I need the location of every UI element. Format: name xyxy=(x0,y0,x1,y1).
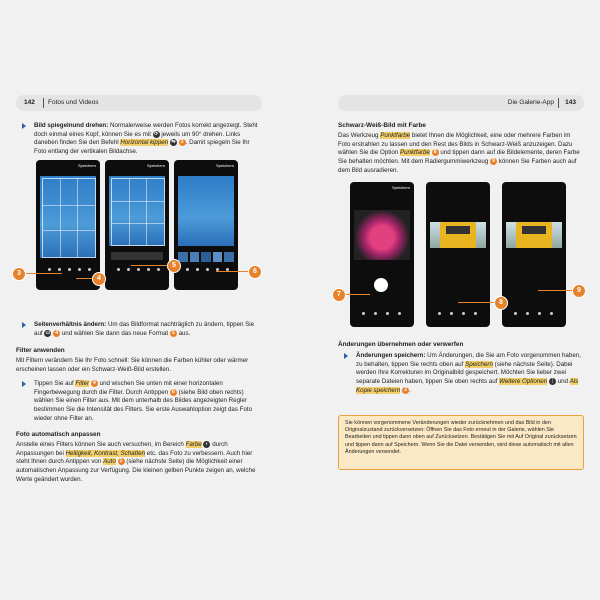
save-label: Speichern xyxy=(391,185,410,190)
section-heading: Filter anwenden xyxy=(16,347,65,354)
rotate-icon: ⟳ xyxy=(154,130,159,137)
bullet-lead: Bild spiegelnund drehen: xyxy=(34,122,109,129)
page-header xyxy=(338,95,584,111)
highlight-term: Weitere Optionen xyxy=(499,377,548,385)
callout-ref: 5 xyxy=(170,330,177,337)
crop-grid xyxy=(42,178,96,258)
highlight-term: Auto xyxy=(103,458,116,466)
highlight-term: Punktfarbe xyxy=(380,132,411,139)
bullet-text: Um Änderungen, die Sie am Foto vorgenommen haben, zu behalten, tippen Sie rechts oben auf xyxy=(356,352,581,368)
callout-ref: 2 xyxy=(402,387,409,394)
bullet-arrow-icon xyxy=(22,123,26,129)
header-title: Die Galerie-App xyxy=(507,99,554,106)
page-header xyxy=(16,95,262,111)
bullet-lead: Änderungen speichern: xyxy=(356,352,426,359)
paragraph-auto xyxy=(16,441,262,484)
header-divider xyxy=(558,98,559,108)
callout-7: 7 xyxy=(332,288,346,302)
section-heading: Schwarz-Weiß-Bild mit Farbe xyxy=(338,122,426,129)
save-label: Speichern xyxy=(146,163,165,168)
bullet-text: Tippen Sie auf xyxy=(34,380,74,388)
header-title: Fotos und Videos xyxy=(48,99,99,106)
highlight-term: Filter xyxy=(75,380,90,388)
bullet-text: und xyxy=(557,377,568,385)
diver-photo xyxy=(178,176,234,246)
bullet-text: aus. xyxy=(178,329,191,337)
highlight-term: Speichern xyxy=(465,360,493,368)
bullet-filter xyxy=(34,380,262,423)
header-divider xyxy=(43,98,44,108)
paragraph-text: Das Werkzeug xyxy=(338,132,379,139)
phone-screenshot-bus-color xyxy=(426,182,490,327)
page-number: 142 xyxy=(24,99,35,106)
callout-8: 8 xyxy=(494,296,508,310)
callout-ref: 4 xyxy=(53,330,60,337)
save-label: Speichern xyxy=(77,163,96,168)
bullet-text: . Damit spiegeln Sie Ihr Foto entlang der vertikalen Bildachse. xyxy=(34,139,250,156)
bullet-text: jeweils um 90° drehen. Links daneben finden Sie den Befehl xyxy=(34,130,241,147)
callout-ref: 8 xyxy=(432,149,439,156)
highlight-term: Als Kopie speichern xyxy=(356,377,579,394)
bullet-arrow-icon xyxy=(22,322,26,328)
callout-6: 6 xyxy=(248,265,262,279)
callout-ref: 3 xyxy=(179,139,186,146)
bullet-text: (siehe nächste Seite). Dabei werden Ihre Korrekturen im Originalbild gespeichert. Möchten Sie lieber zwei separate Dateien haben, tippen Sie oben rechts auf xyxy=(356,360,573,385)
callout-ref: 6 xyxy=(170,389,177,396)
bullet-arrow-icon xyxy=(22,381,26,387)
highlight-term: Punktfarbe xyxy=(399,149,430,157)
bullet-text: . xyxy=(409,386,411,394)
more-options-icon: ⋮ xyxy=(549,377,555,384)
phone-screenshot-rotate xyxy=(36,160,100,290)
aspect-icon: ▭ xyxy=(45,329,51,336)
bullet-save xyxy=(356,352,584,395)
highlight-term: Horizontal kippen xyxy=(120,139,169,147)
bullet-arrow-icon xyxy=(344,353,348,359)
callout-4: 4 xyxy=(92,272,106,286)
left-page xyxy=(16,95,262,535)
callout-ref: 4 xyxy=(91,380,98,387)
flower-photo xyxy=(354,210,410,260)
phone-screenshot-flower xyxy=(350,182,414,327)
paragraph-text: etc. das Foto zu verbessern. Auch hier steht Ihnen durch Antippen von xyxy=(16,449,253,466)
paragraph-text: bietet Ihnen die Möglichkeit, eine oder mehrere Farben im Foto erstrahlen zu lassen und den Rest des Bilds in Schwarz-Weiß anzuzeigen. Dazu wählen Sie die Option xyxy=(338,132,573,157)
section-heading: Änderungen übernehmen oder verwerfen xyxy=(338,341,464,348)
color-point-tool xyxy=(374,278,388,292)
paragraph-text: durch Anpassungen bei xyxy=(16,441,228,457)
highlight-term: Helligkeit, Kontrast, Schatten xyxy=(65,449,146,457)
page-number: 143 xyxy=(565,99,576,106)
bullet-aspect xyxy=(34,321,262,338)
callout-ref: 9 xyxy=(490,158,497,165)
bullet-text: (siehe Bild oben rechts) wählen Sie einen Filter aus. Mit dem unterhalb des Bildes angezeigten Regler bestimmen Sie die Intensität des Filters. Sie erste Auswahloption zeigt das Foto wieder ohne Filter an. xyxy=(34,388,253,422)
paragraph-text: und tippen dann auf die Bildelemente, deren Farbe Sie behalten möchten. Mit dem Radiergummiwerkzeug xyxy=(338,149,580,166)
color-icon: ◐ xyxy=(205,441,209,447)
highlight-term: Farbe xyxy=(185,441,202,449)
bullet-mirror xyxy=(34,122,262,157)
bullet-text: Um das Bildformat nachträglich zu ändern, tippen Sie auf xyxy=(34,321,255,337)
callout-5: 5 xyxy=(167,259,181,273)
bullet-text: und wischen Sie unten mit einer horizontalen Fingerbewegung durch die Filter. Durch Antippen xyxy=(34,380,223,396)
bullet-text: Normalerweise werden Fotos korrekt angezeigt. Steht doch einmal eines Kopf, können Sie es mit xyxy=(34,122,258,138)
filter-strip xyxy=(178,252,234,262)
phone-screenshot-bus-detail xyxy=(502,182,566,327)
callout-ref: 1 xyxy=(118,458,125,465)
section-heading: Foto automatisch anpassen xyxy=(16,431,101,438)
note-box: Sie können vorgenommene Veränderungen wieder zurücknehmen und das Bild in den Originalzustand zurückversetzen: Öffnen Sie das Foto erneut in der Galerie, wählen Sie Bearbeiten und tippen dann oben auf Zurücksetzen. Bestätigen Sie mit Auf Original zurücksetzen und tippen dann auf Speichern. Wenn Sie die Datei versenden, wird diese automatisch mit allen Änderungen versendet. xyxy=(338,415,584,470)
paragraph: Mit Filtern verändern Sie Ihr Foto schnell: Sie können die Farben kühler oder wärmer erscheinen lassen oder ein Schwarz-Weiß-Bild erstellen. xyxy=(16,357,249,373)
paragraph-text: (siehe nächste Seite) die Möglichkeit einer automatischen Anpassung zur Verfügung. Die kleinen gelben Punkte zeigen an, welche Werte geändert wurden. xyxy=(16,458,256,483)
crop-grid xyxy=(111,178,165,246)
save-label: Speichern xyxy=(215,163,234,168)
bullet-lead: Seitenverhältnis ändern: xyxy=(34,321,107,328)
phone-screenshot-aspect xyxy=(105,160,169,290)
paragraph-text: Anstelle eines Filters können Sie auch versuchen, im Bereich xyxy=(16,441,184,449)
flip-icon: ⇋ xyxy=(171,139,176,146)
paragraph-sw xyxy=(338,132,584,175)
paragraph-text: können Sie Farben auch auf dem Bild ausradieren. xyxy=(338,158,577,174)
callout-3: 3 xyxy=(12,267,26,281)
bullet-text: und wählen Sie dann das neue Format xyxy=(61,329,169,337)
callout-9: 9 xyxy=(572,284,586,298)
